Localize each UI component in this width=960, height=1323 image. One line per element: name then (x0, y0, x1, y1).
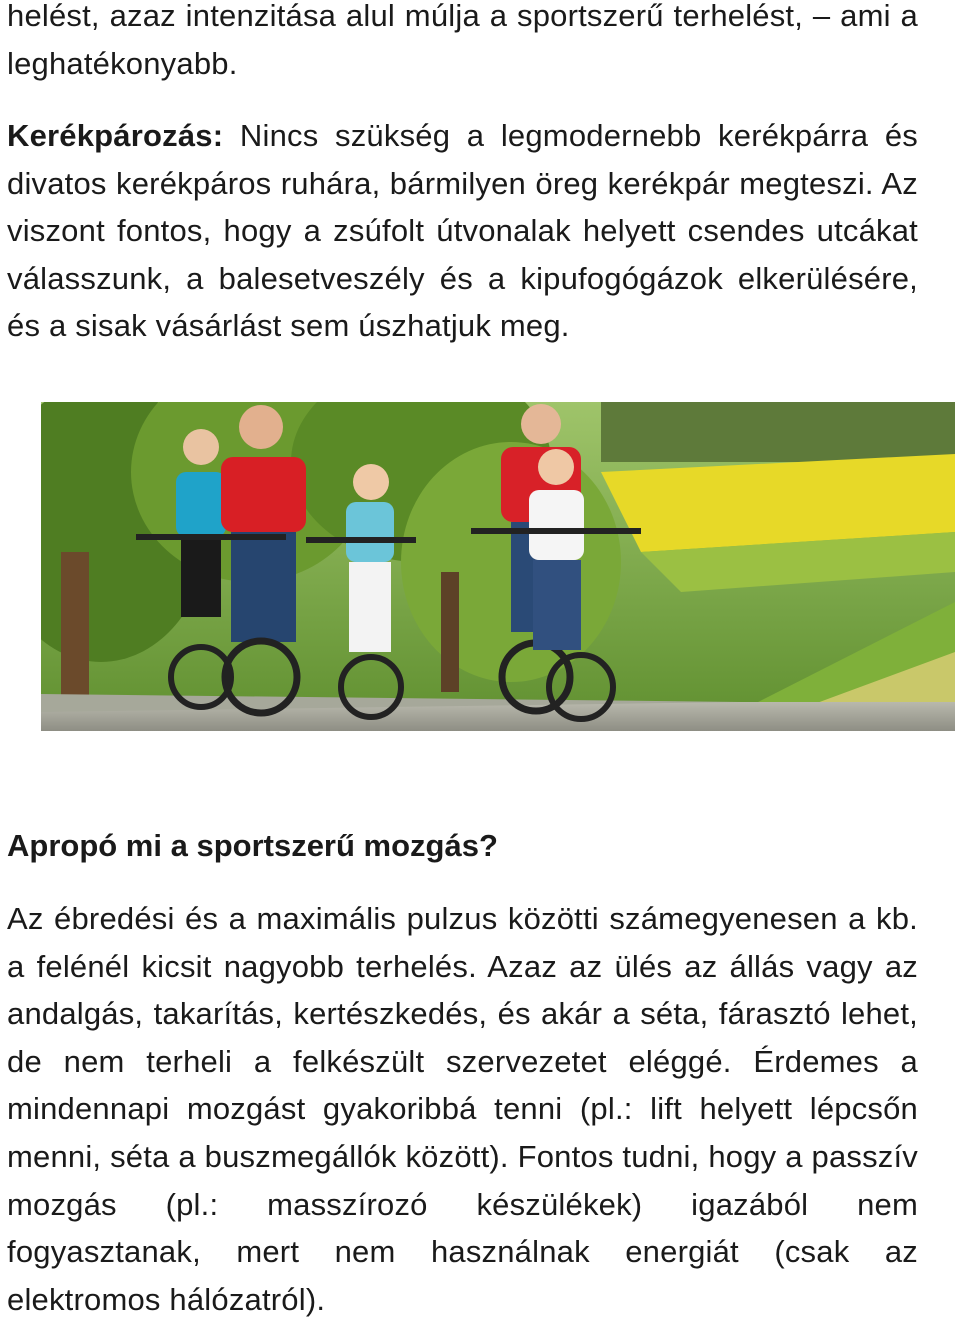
section-heading: Apropó mi a sportszerű mozgás? (7, 828, 498, 863)
paragraph-sport-movement (7, 895, 918, 1323)
paragraph-intensity (7, 0, 918, 87)
paragraph-sport-movement-text: Az ébredési és a maximális pulzus közötti számegyenesen a kb. a felénél kicsit nagyobb terhelés. Azaz az ülés az állás vagy az andalgás, takarítás, kertészkedés, és akár a séta, fárasztó lehet, de nem terheli a felkészült szervezetet eléggé. Érdemes a mindennapi mozgást gyakoribbá tenni (pl.: lift helyett lépcsőn menni, séta a buszmegállók között). Fontos tudni, hogy a passzív mozgás (pl.: masszírozó készülékek) igazából nem fogyasztanak, mert nem használnak energiát (csak az elektromos hálózatról). (7, 901, 918, 1317)
family-cycling-photo (41, 402, 955, 731)
paragraph-cycling-text: Nincs szükség a legmodernebb kerékpárra és divatos kerékpáros ruhára, bármilyen öreg kerékpár megteszi. Az viszont fontos, hogy a zsúfolt útvonalak helyett csendes utcákat válasszunk, a balesetveszély és a kipufogógázok elkerülésére, és a sisak vásárlást sem úszhatjuk meg. (7, 118, 918, 344)
paragraph-intensity-text: helést, azaz intenzitása alul múlja a sportszerű terhelést, – ami a leghatékonyabb. (7, 0, 918, 81)
paragraph-cycling-lead: Kerékpározás: (7, 118, 224, 153)
family-cycling-photo-icon (41, 402, 955, 731)
paragraph-cycling (7, 112, 918, 350)
